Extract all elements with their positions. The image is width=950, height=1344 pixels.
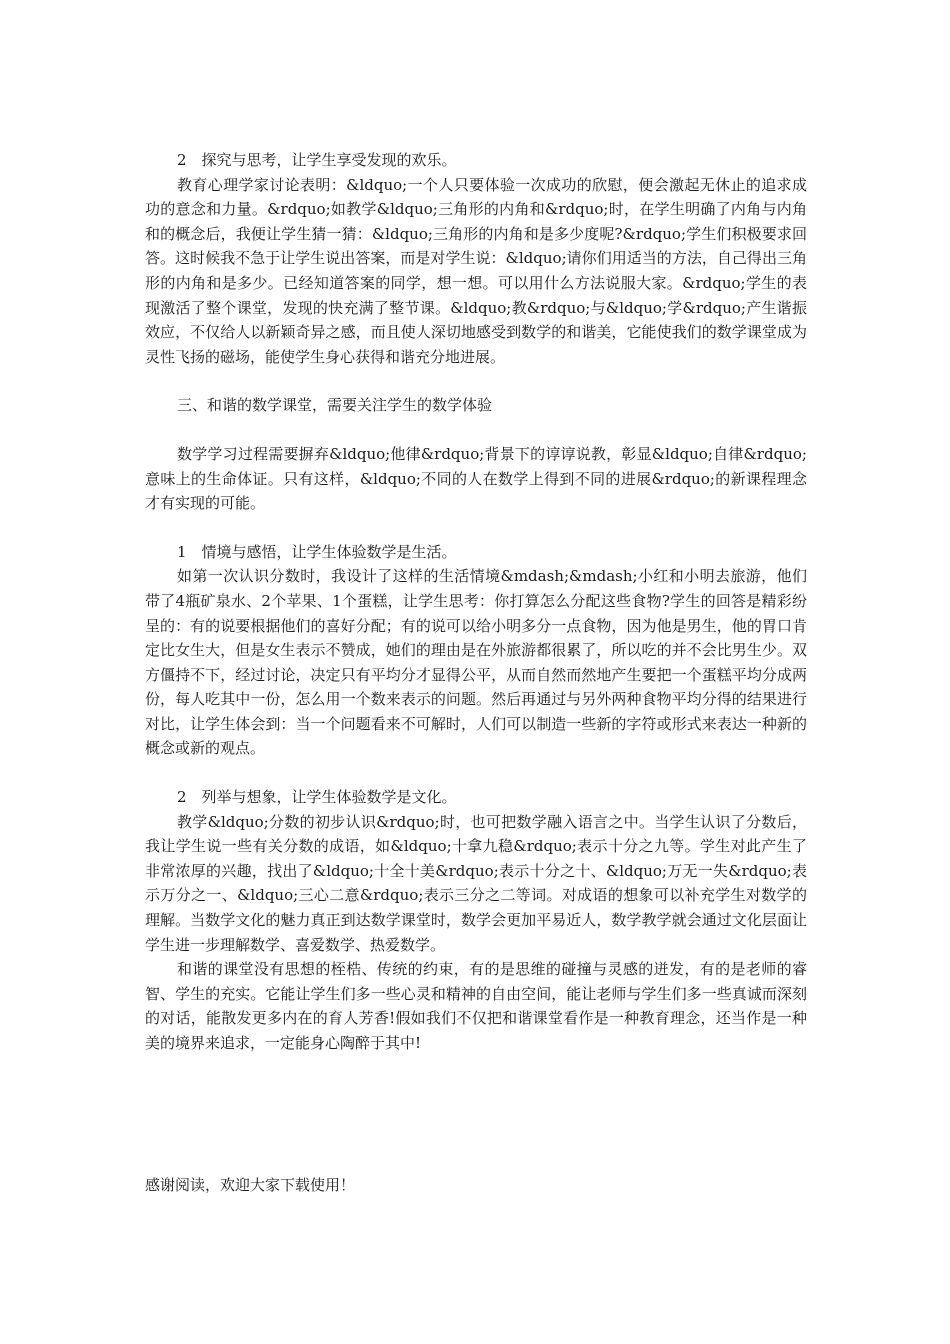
section-heading-culture: 2 列举与想象，让学生体验数学是文化。 xyxy=(177,788,457,807)
paragraph-culture: 教学&ldquo;分数的初步认识&rdquo;时，也可把数学融入语言之中。当学生认识了分数后，我让学生说一些有关分数的成语，如&ldquo;十拿九稳&rdquo;表示十分之九等。学生对此产生了非常浓厚的兴趣，找出了&ldquo;十全十美&rdquo;表示十分之十、&ldquo;万无一失&rdquo;表示万分之一、&ldquo;三心二意&rdquo;表示三分之二等词。对成语的想象可以补充学生对数学的理解。当数学文化的魅力真正到达数学课堂时，数学会更加平易近人，数学教学就会通过文化层面让学生进一步理解数学、喜爱数学、热爱数学。 xyxy=(145,812,807,954)
paragraph-conclusion: 和谐的课堂没有思想的桎梏、传统的约束，有的是思维的碰撞与灵感的迸发，有的是老师的睿智、学生的充实。它能让学生们多一些心灵和精神的自由空间，能让老师与学生们多一些真诚而深刻的对话，能散发更多内在的育人芳香!假如我们不仅把和谐课堂看作是一种教育理念，还当作是一种美的境界来追求，一定能身心陶醉于其中! xyxy=(145,960,807,1052)
section-heading-explore: 2 探究与思考，让学生享受发现的欢乐。 xyxy=(177,151,457,169)
paragraph-life: 如第一次认识分数时，我设计了这样的生活情境&mdash;&mdash;小红和小明去旅游，他们带了4瓶矿泉水、2个苹果、1个蛋糕，让学生思考：你打算怎么分配这些食物?学生的回答是精彩纷呈的：有的说要根据他们的喜好分配；有的说可以给小明多分一点食物，因为他是男生，他的胃口肯定比女生大，但是女生表示不赞成，她们的理由是在外旅游都很累了，所以吃的并不会比男生少。双方僵持不下，经过讨论，决定只有平均分才显得公平，从而自然而然地产生要把一个蛋糕平均分成两份，每人吃其中一份，怎么用一个数来表示的问题。然后再通过与另外两种食物平均分得的结果进行对比，让学生体会到：当一个问题看来不可解时，人们可以制造一些新的字符或形式来表达一种新的概念或新的观点。 xyxy=(145,567,807,758)
document-body xyxy=(145,148,807,1056)
section-heading-three: 三、和谐的数学课堂，需要关注学生的数学体验 xyxy=(177,396,493,415)
paragraph-explore: 教育心理学家讨论表明：&ldquo;一个人只要体验一次成功的欣慰，便会激起无休止的追求成功的意念和力量。&rdquo;如教学&ldquo;三角形的内角和&rdquo;时，在学生明确了内角与内角和的概念后，我便让学生猜一猜：&ldquo;三角形的内角和是多少度呢?&rdquo;学生们积极要求回答。这时候我不急于让学生说出答案，而是对学生说：&ldquo;请你们用适当的方法，自己得出三角形的内角和是多少。已经知道答案的同学，想一想。可以用什么方法说服大家。&rdquo;学生的表现激活了整个课堂，发现的快充满了整节课。&ldquo;教&rdquo;与&ldquo;学&rdquo;产生谐振效应，不仅给人以新颖奇异之感，而且使人深切地感受到数学的和谐美，它能使我们的数学课堂成为灵性飞扬的磁场，能使学生身心获得和谐充分地进展。 xyxy=(145,175,807,366)
section-heading-life: 1 情境与感悟，让学生体验数学是生活。 xyxy=(177,542,457,561)
paragraph-experience: 数学学习过程需要摒弃&ldquo;他律&rdquo;背景下的谆谆说教，彰显&ldquo;自律&rdquo;意味上的生命体证。只有这样，&ldquo;不同的人在数学上得到不同的进展&rdquo;的新课程理念才有实现的可能。 xyxy=(145,444,807,513)
footer-note: 感谢阅读，欢迎大家下载使用！ xyxy=(145,1176,356,1194)
